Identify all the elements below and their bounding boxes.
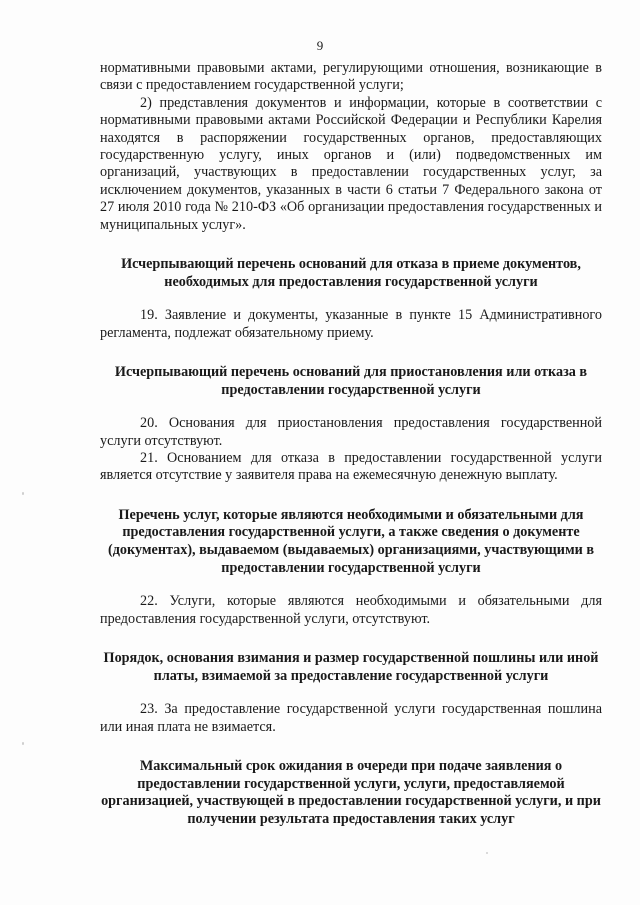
- page-number: 9: [316, 38, 324, 53]
- section-heading-required-services: Перечень услуг, которые являются необходимыми и обязательными для предоставления государственной услуги, а также сведения о документе (документах), выдаваемом (выдаваемых) организациями, участвующими в предоставлении государственной услуги: [107, 506, 594, 576]
- paragraph-23: 23. За предоставление государственной услуги государственная пошлина или иная плата не взимается.: [100, 701, 602, 735]
- section-heading-refusal-acceptance: Исчерпывающий перечень оснований для отказа в приеме документов, необходимых для предоставления государственной услуги: [121, 256, 581, 290]
- scan-artifact: [486, 852, 488, 854]
- document-body: [100, 60, 602, 828]
- section-heading-state-fee: Порядок, основания взимания и размер государственной пошлины или иной платы, взимаемой за предоставление государственной услуги: [103, 650, 599, 684]
- section-heading-suspension-refusal: Исчерпывающий перечень оснований для приостановления или отказа в предоставлении государственной услуги: [114, 364, 588, 398]
- paragraph-item-2: 2) представления документов и информации, которые в соответствии с нормативными правовыми актами Российской Федерации и Республики Карелия находятся в распоряжении государственных органов, предоставляющих государственную услугу, иных органов и (или) подведомственных им организаций, участвующих в предоставлении государственных услуг, за исключением документов, указанных в части 6 статьи 7 Федерального закона от 27 июля 2010 года № 210-ФЗ «Об организации предоставления государственных и муниципальных услуг».: [100, 94, 602, 233]
- scan-artifact: [22, 492, 24, 495]
- paragraph-continuation: нормативными правовыми актами, регулирующими отношения, возникающие в связи с предоставлением государственной услуги;: [100, 60, 602, 94]
- paragraph-20: 20. Основания для приостановления предоставления государственной услуги отсутствуют.: [100, 415, 602, 449]
- paragraph-21: 21. Основанием для отказа в предоставлении государственной услуги является отсутствие у заявителя права на ежемесячную денежную выплату.: [100, 450, 602, 484]
- scan-artifact: [22, 742, 24, 745]
- section-heading-queue-time: Максимальный срок ожидания в очереди при подаче заявления о предоставлении государственной услуги, услуги, предоставляемой организацией, участвующей в предоставлении государственной услуги, и при получении результата предоставления таких услуг: [101, 758, 601, 827]
- paragraph-19: 19. Заявление и документы, указанные в пункте 15 Административного регламента, подлежат обязательному приему.: [100, 307, 602, 341]
- paragraph-22: 22. Услуги, которые являются необходимыми и обязательными для предоставления государственной услуги, отсутствуют.: [100, 593, 602, 627]
